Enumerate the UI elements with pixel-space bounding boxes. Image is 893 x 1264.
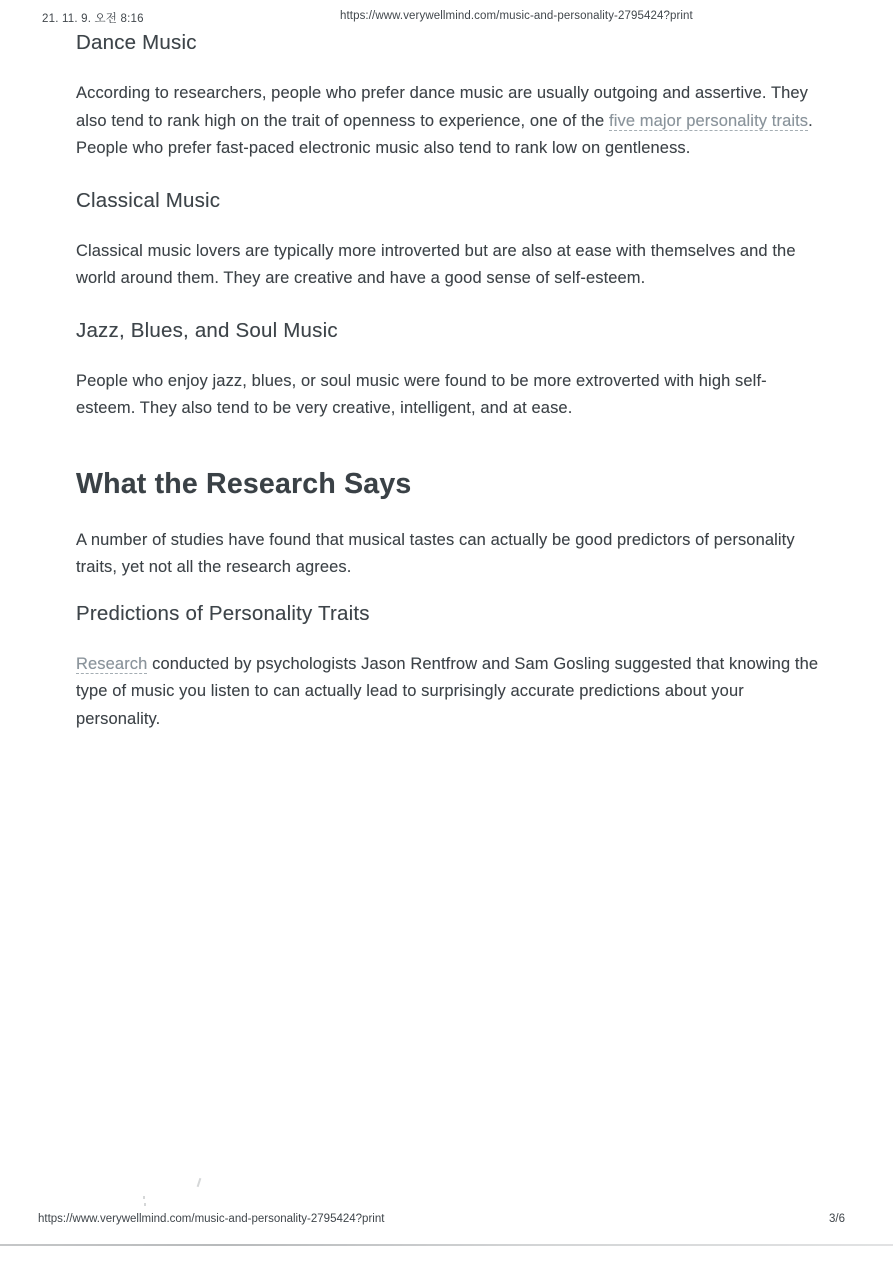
article-content: [76, 0, 824, 733]
scan-bottom-edge-line: [0, 1244, 893, 1246]
paragraph-classical-music: Classical music lovers are typically more introverted but are also at ease with themselves and the world around them. They are creative and have a good sense of self-esteem.: [76, 241, 796, 287]
scan-speck: [144, 1203, 146, 1206]
section-heading-dance-music: Dance Music: [76, 31, 197, 54]
section-heading-predictions-of-personality-traits: Predictions of Personality Traits: [76, 601, 370, 625]
print-footer-url: https://www.verywellmind.com/music-and-personality-2795424?print: [38, 1213, 385, 1225]
paragraph-what-the-research-says: A number of studies have found that musical tastes can actually be good predictors of personality traits, yet not all the research agrees.: [76, 530, 795, 576]
page-indicator: 3/6: [829, 1213, 845, 1225]
paragraph-dance-music-text-pre: According to researchers, people who prefer dance music are usually outgoing and assertive. They also tend to rank high on the trait of openness to experience, one of the: [76, 84, 809, 130]
section-heading-classical-music: Classical Music: [76, 188, 221, 212]
scan-speck: [197, 1178, 202, 1187]
link-research[interactable]: Research: [76, 654, 148, 673]
paragraph-dance-music: [76, 80, 824, 163]
paragraph-jazz-blues-soul: People who enjoy jazz, blues, or soul music were found to be more extroverted with high self-esteem. They also tend to be very creative, intelligent, and at ease.: [76, 371, 767, 417]
print-header-url: https://www.verywellmind.com/music-and-personality-2795424?print: [340, 10, 693, 22]
paragraph-dance-music-text-post: . People who prefer fast-paced electronic music also tend to rank low on gentleness.: [76, 111, 813, 157]
section-heading-jazz-blues-soul: Jazz, Blues, and Soul Music: [76, 318, 338, 342]
paragraph-predictions-text-post: conducted by psychologists Jason Rentfrow and Sam Gosling suggested that knowing the type of music you listen to can actually lead to surprisingly accurate predictions about your personality.: [76, 654, 819, 728]
scan-speck: [143, 1196, 145, 1199]
paragraph-predictions: [76, 651, 824, 734]
link-five-major-personality-traits[interactable]: five major personality traits: [609, 111, 809, 130]
main-heading-what-the-research-says: What the Research Says: [76, 467, 412, 500]
print-header-datetime: 21. 11. 9. 오전 8:16: [42, 13, 144, 25]
